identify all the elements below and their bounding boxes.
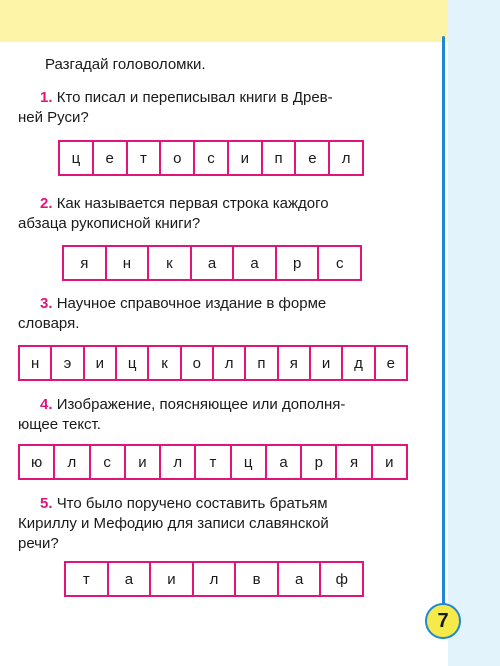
- task-question-line: абзаца рукописной книги?: [18, 215, 201, 232]
- letter-cell: ц: [117, 347, 149, 379]
- letter-cell: л: [341, 149, 351, 167]
- header-band: [0, 0, 500, 42]
- letter-cell: и: [151, 563, 194, 595]
- task-question-line: речи?: [18, 535, 59, 552]
- letter-cell: я: [64, 247, 107, 279]
- letter-cell: т: [66, 563, 109, 595]
- task-number: 2.: [40, 195, 53, 212]
- letter-cell: и: [311, 347, 343, 379]
- letter-cell: и: [229, 142, 263, 174]
- letter-cell: е: [386, 354, 395, 372]
- letter-cell: я: [337, 446, 372, 478]
- letter-cell: а: [279, 563, 322, 595]
- letter-cell: д: [343, 347, 375, 379]
- task-1: [18, 88, 410, 128]
- letter-cell: р: [277, 247, 320, 279]
- task-question-line: ющее текст.: [18, 416, 101, 433]
- task-question-line: Как называется первая строка каждого: [56, 195, 329, 212]
- letter-cell: е: [296, 142, 330, 174]
- letter-cell: а: [267, 446, 302, 478]
- letter-grid-4: [18, 444, 408, 480]
- letter-cell: л: [55, 446, 90, 478]
- letter-grid-2: [62, 245, 362, 281]
- letter-cell: а: [109, 563, 152, 595]
- letter-cell: ф: [335, 570, 348, 588]
- task-question-line: Изображение, поясняющее или дополня-: [56, 396, 346, 413]
- letter-cell: а: [192, 247, 235, 279]
- letter-cell: н: [107, 247, 150, 279]
- margin-band: [448, 0, 500, 666]
- letter-cell: с: [195, 142, 229, 174]
- letter-cell: с: [336, 254, 344, 272]
- letter-cell: к: [149, 247, 192, 279]
- letter-grid-5: [64, 561, 364, 597]
- task-question-line: словаря.: [18, 315, 80, 332]
- letter-cell: е: [94, 142, 128, 174]
- task-question-line: Кто писал и переписывал книги в Древ-: [56, 89, 333, 106]
- task-number: 4.: [40, 396, 53, 413]
- letter-cell: и: [385, 453, 394, 471]
- task-2: [18, 194, 410, 234]
- letter-cell: п: [263, 142, 297, 174]
- letter-cell: я: [279, 347, 311, 379]
- letter-cell: т: [196, 446, 231, 478]
- task-3: [18, 294, 410, 334]
- letter-cell: о: [182, 347, 214, 379]
- letter-grid-3: [18, 345, 408, 381]
- task-4: [18, 395, 410, 435]
- letter-grid-1: [58, 140, 364, 176]
- letter-cell: и: [85, 347, 117, 379]
- letter-cell: л: [161, 446, 196, 478]
- task-number: 1.: [40, 89, 53, 106]
- letter-cell: а: [234, 247, 277, 279]
- page-number: 7: [425, 603, 461, 639]
- letter-cell: р: [302, 446, 337, 478]
- task-number: 3.: [40, 295, 53, 312]
- letter-cell: ц: [232, 446, 267, 478]
- task-question-line: ней Руси?: [18, 109, 89, 126]
- task-question-line: Что было поручено составить братьям: [56, 495, 328, 512]
- letter-cell: л: [214, 347, 246, 379]
- letter-cell: ю: [20, 446, 55, 478]
- letter-cell: и: [126, 446, 161, 478]
- task-question-line: Кириллу и Мефодию для записи славянской: [18, 515, 329, 532]
- task-number: 5.: [40, 495, 53, 512]
- task-question-line: Научное справочное издание в форме: [56, 295, 327, 312]
- letter-cell: п: [246, 347, 278, 379]
- letter-cell: н: [20, 347, 52, 379]
- letter-cell: о: [161, 142, 195, 174]
- letter-cell: э: [52, 347, 84, 379]
- letter-cell: л: [194, 563, 237, 595]
- letter-cell: с: [91, 446, 126, 478]
- letter-cell: ц: [60, 142, 94, 174]
- task-5: [18, 494, 410, 554]
- intro-text: Разгадай головоломки.: [45, 56, 206, 73]
- letter-cell: в: [236, 563, 279, 595]
- letter-cell: т: [128, 142, 162, 174]
- letter-cell: к: [149, 347, 181, 379]
- margin-line: [442, 36, 445, 626]
